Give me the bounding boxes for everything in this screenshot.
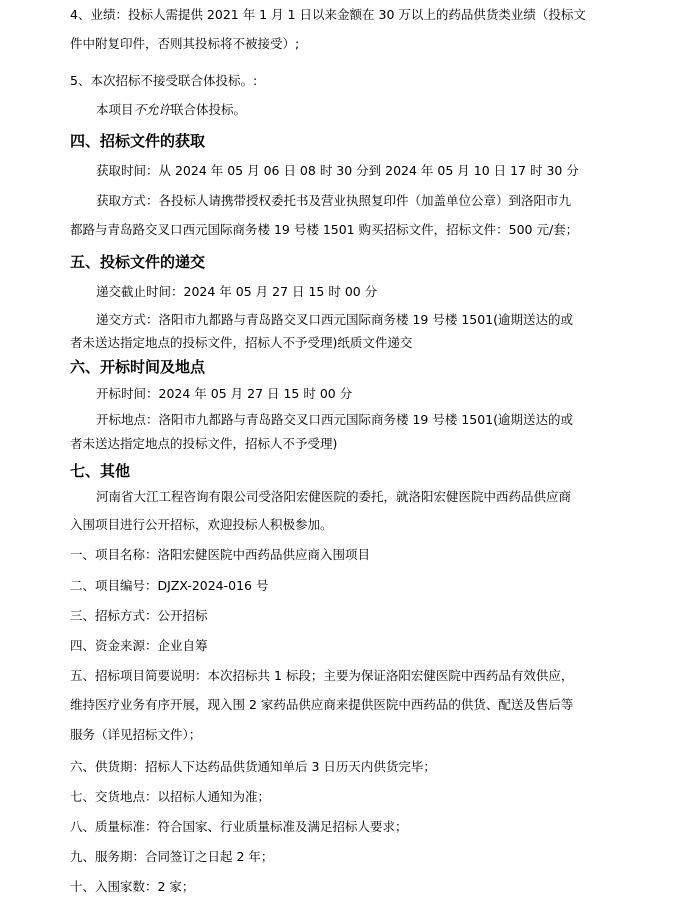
text-line: 维持医疗业务有序开展，现入围 2 家药品供应商来提供医院中西药品的供货、配送及售后等 bbox=[70, 697, 574, 712]
text-line: 获取方式：各投标人请携带授权委托书及营业执照复印件（加盖单位公章）到洛阳市九 bbox=[96, 193, 572, 208]
text-line: 者未送达指定地点的投标文件，招标人不予受理) bbox=[70, 436, 338, 451]
section-heading: 六、开标时间及地点 bbox=[70, 358, 206, 376]
text-line: 4、业绩：投标人需提供 2021 年 1 月 1 日以来金额在 30 万以上的药品供货类业绩（投标文 bbox=[70, 7, 586, 22]
text-line: 5、本次招标不接受联合体投标。: bbox=[70, 73, 258, 88]
italic-fragment: 不允许 bbox=[133, 102, 172, 117]
list-item: 五、招标项目简要说明：本次招标共 1 标段；主要为保证洛阳宏健医院中西药品有效供应， bbox=[70, 668, 574, 683]
text-line bbox=[96, 101, 246, 119]
text-line: 递交截止时间：2024 年 05 月 27 日 15 时 00 分 bbox=[96, 284, 378, 299]
text-fragment: 本项目 bbox=[96, 102, 134, 117]
text-line: 服务（详见招标文件）； bbox=[70, 727, 202, 742]
list-item: 二、项目编号：DJZX-2024-016 号 bbox=[70, 578, 269, 593]
list-item: 七、交货地点：以招标人通知为准； bbox=[70, 789, 271, 804]
text-line: 者未送达指定地点的投标文件，招标人不予受理)纸质文件递交 bbox=[70, 335, 413, 350]
section-heading: 五、投标文件的递交 bbox=[70, 253, 206, 271]
list-item: 十、入围家数：2 家； bbox=[70, 879, 195, 894]
list-item: 一、项目名称：洛阳宏健医院中西药品供应商入围项目 bbox=[70, 547, 371, 562]
text-line: 件中附复印件，否则其投标将不被接受）; bbox=[70, 36, 300, 51]
text-line: 开标地点：洛阳市九都路与青岛路交叉口西元国际商务楼 19 号楼 1501(逾期送达的或 bbox=[96, 412, 574, 427]
list-item: 八、质量标准：符合国家、行业质量标准及满足招标人要求； bbox=[70, 819, 408, 834]
list-item: 九、服务期：合同签订之日起 2 年； bbox=[70, 849, 274, 864]
text-line: 都路与青岛路交叉口西元国际商务楼 19 号楼 1501 购买招标文件，招标文件：500 元/套； bbox=[70, 222, 579, 237]
text-line: 河南省大江工程咨询有限公司受洛阳宏健医院的委托，就洛阳宏健医院中西药品供应商 bbox=[96, 489, 572, 504]
text-line: 获取时间：从 2024 年 05 月 06 日 08 时 30 分到 2024 年 05 月 10 日 17 时 30 分 bbox=[96, 163, 579, 178]
section-heading: 七、其他 bbox=[70, 462, 131, 480]
list-item: 三、招标方式：公开招标 bbox=[70, 608, 208, 623]
list-item: 六、供货期：招标人下达药品供货通知单后 3 日历天内供货完毕； bbox=[70, 759, 436, 774]
text-line: 开标时间：2024 年 05 月 27 日 15 时 00 分 bbox=[96, 386, 353, 401]
section-heading: 四、招标文件的获取 bbox=[70, 132, 206, 150]
list-item: 四、资金来源：企业自筹 bbox=[70, 638, 208, 653]
text-line: 入围项目进行公开招标，欢迎投标人积极参加。 bbox=[70, 517, 333, 532]
text-fragment: 联合体投标。 bbox=[171, 102, 247, 117]
text-line: 递交方式：洛阳市九都路与青岛路交叉口西元国际商务楼 19 号楼 1501(逾期送达的或 bbox=[96, 312, 574, 327]
